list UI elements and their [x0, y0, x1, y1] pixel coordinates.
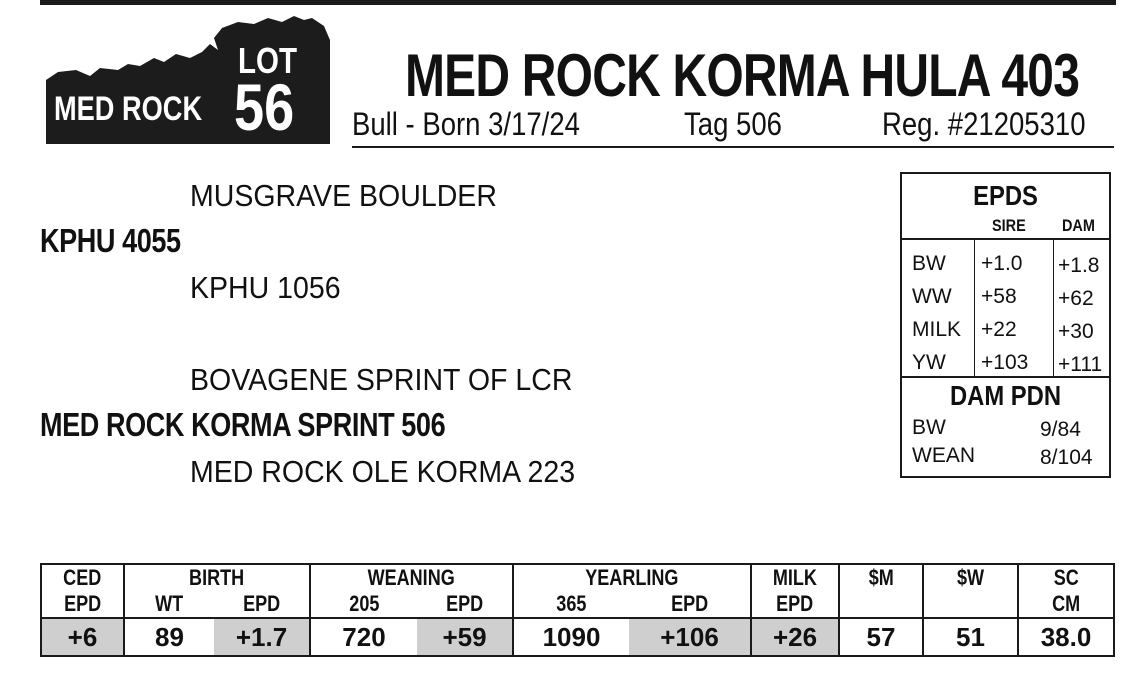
dam: MED ROCK KORMA SPRINT 506 — [40, 406, 446, 443]
epds-sire-header: SIRE — [992, 216, 1026, 235]
dam-pdn-title: DAM PDN — [949, 380, 1062, 411]
epd-sire-value: +58 — [981, 285, 1017, 308]
value-dollar-w: 51 — [923, 618, 1018, 656]
lot-label: LOT — [238, 40, 298, 81]
epds-column-divider — [974, 238, 975, 376]
header-dollar-w: $W — [923, 564, 1018, 618]
value-ced-epd: +6 — [41, 618, 124, 656]
epd-sire-value: +22 — [981, 318, 1017, 341]
epds-title: EPDS — [973, 180, 1038, 211]
epds-dam-header: DAM — [1062, 216, 1095, 235]
pdn-label: WEAN — [912, 444, 975, 467]
pdn-value: 9/84 — [1040, 418, 1081, 441]
top-rule — [40, 0, 1116, 5]
epds-divider — [902, 238, 1109, 240]
pdn-value: 8/104 — [1040, 446, 1093, 469]
value-yearling-365: 1090 — [513, 618, 629, 656]
subheader-weaning-205: 205 — [348, 591, 380, 616]
subheader-birth-epd: EPD — [214, 591, 310, 618]
value-dollar-m: 57 — [839, 618, 923, 656]
subheader-ced-epd: EPD — [41, 591, 124, 618]
header-dollar-m: $M — [839, 564, 923, 618]
epd-dam-value: +1.8 — [1058, 254, 1100, 277]
header-yearling: YEARLING — [513, 564, 751, 591]
sex-birth: Bull - Born 3/17/24 — [352, 106, 580, 142]
epd-dam-value: +111 — [1058, 353, 1103, 376]
tag-number: Tag 506 — [684, 106, 782, 142]
sire: KPHU 4055 — [40, 222, 181, 259]
epd-dam-value: +62 — [1058, 287, 1094, 310]
subheader-sc-cm: CM — [1018, 591, 1114, 618]
dam-sire: BOVAGENE SPRINT OF LCR — [190, 362, 573, 397]
dam-dam: MED ROCK OLE KORMA 223 — [190, 454, 576, 489]
epds-column-divider — [1053, 238, 1054, 376]
value-birth-wt: 89 — [124, 618, 214, 656]
epd-sire-value: +1.0 — [981, 252, 1023, 275]
header-weaning: WEANING — [310, 564, 513, 591]
subheader-birth-wt: WT — [155, 591, 184, 616]
epd-trait: MILK — [912, 318, 962, 341]
subheader-milk-epd: EPD — [751, 591, 839, 618]
animal-info-line — [352, 106, 1114, 148]
performance-table — [40, 563, 1115, 657]
value-weaning-epd: +59 — [417, 618, 513, 656]
subheader-yearling-epd: EPD — [629, 591, 751, 618]
brand-name: MED ROCK — [54, 90, 203, 128]
header-birth: BIRTH — [124, 564, 310, 591]
header-milk: MILK — [751, 564, 839, 591]
value-weaning-205: 720 — [310, 618, 417, 656]
epd-trait: WW — [912, 285, 952, 308]
epd-sire-value: +103 — [981, 351, 1029, 374]
value-birth-epd: +1.7 — [214, 618, 310, 656]
registration-number: Reg. #21205310 — [882, 106, 1086, 142]
epd-dam-value: +30 — [1058, 320, 1094, 343]
sire-dam: KPHU 1056 — [190, 270, 341, 305]
header-sc: SC — [1018, 564, 1114, 591]
lot-number: 56 — [234, 70, 295, 144]
value-milk-epd: +26 — [751, 618, 839, 656]
epds-box — [900, 172, 1111, 478]
pdn-label: BW — [912, 416, 946, 439]
pdn-divider — [902, 376, 1109, 378]
sire-sire: MUSGRAVE BOULDER — [190, 178, 497, 213]
subheader-weaning-epd: EPD — [417, 591, 513, 618]
subheader-yearling-365: 365 — [556, 591, 587, 616]
animal-name: MED ROCK KORMA HULA 403 — [405, 42, 1080, 109]
epd-trait: BW — [912, 252, 946, 275]
value-yearling-epd: +106 — [629, 618, 751, 656]
header-ced: CED — [41, 564, 124, 591]
epd-trait: YW — [912, 351, 946, 374]
value-sc-cm: 38.0 — [1018, 618, 1114, 656]
lot-badge — [42, 14, 334, 146]
